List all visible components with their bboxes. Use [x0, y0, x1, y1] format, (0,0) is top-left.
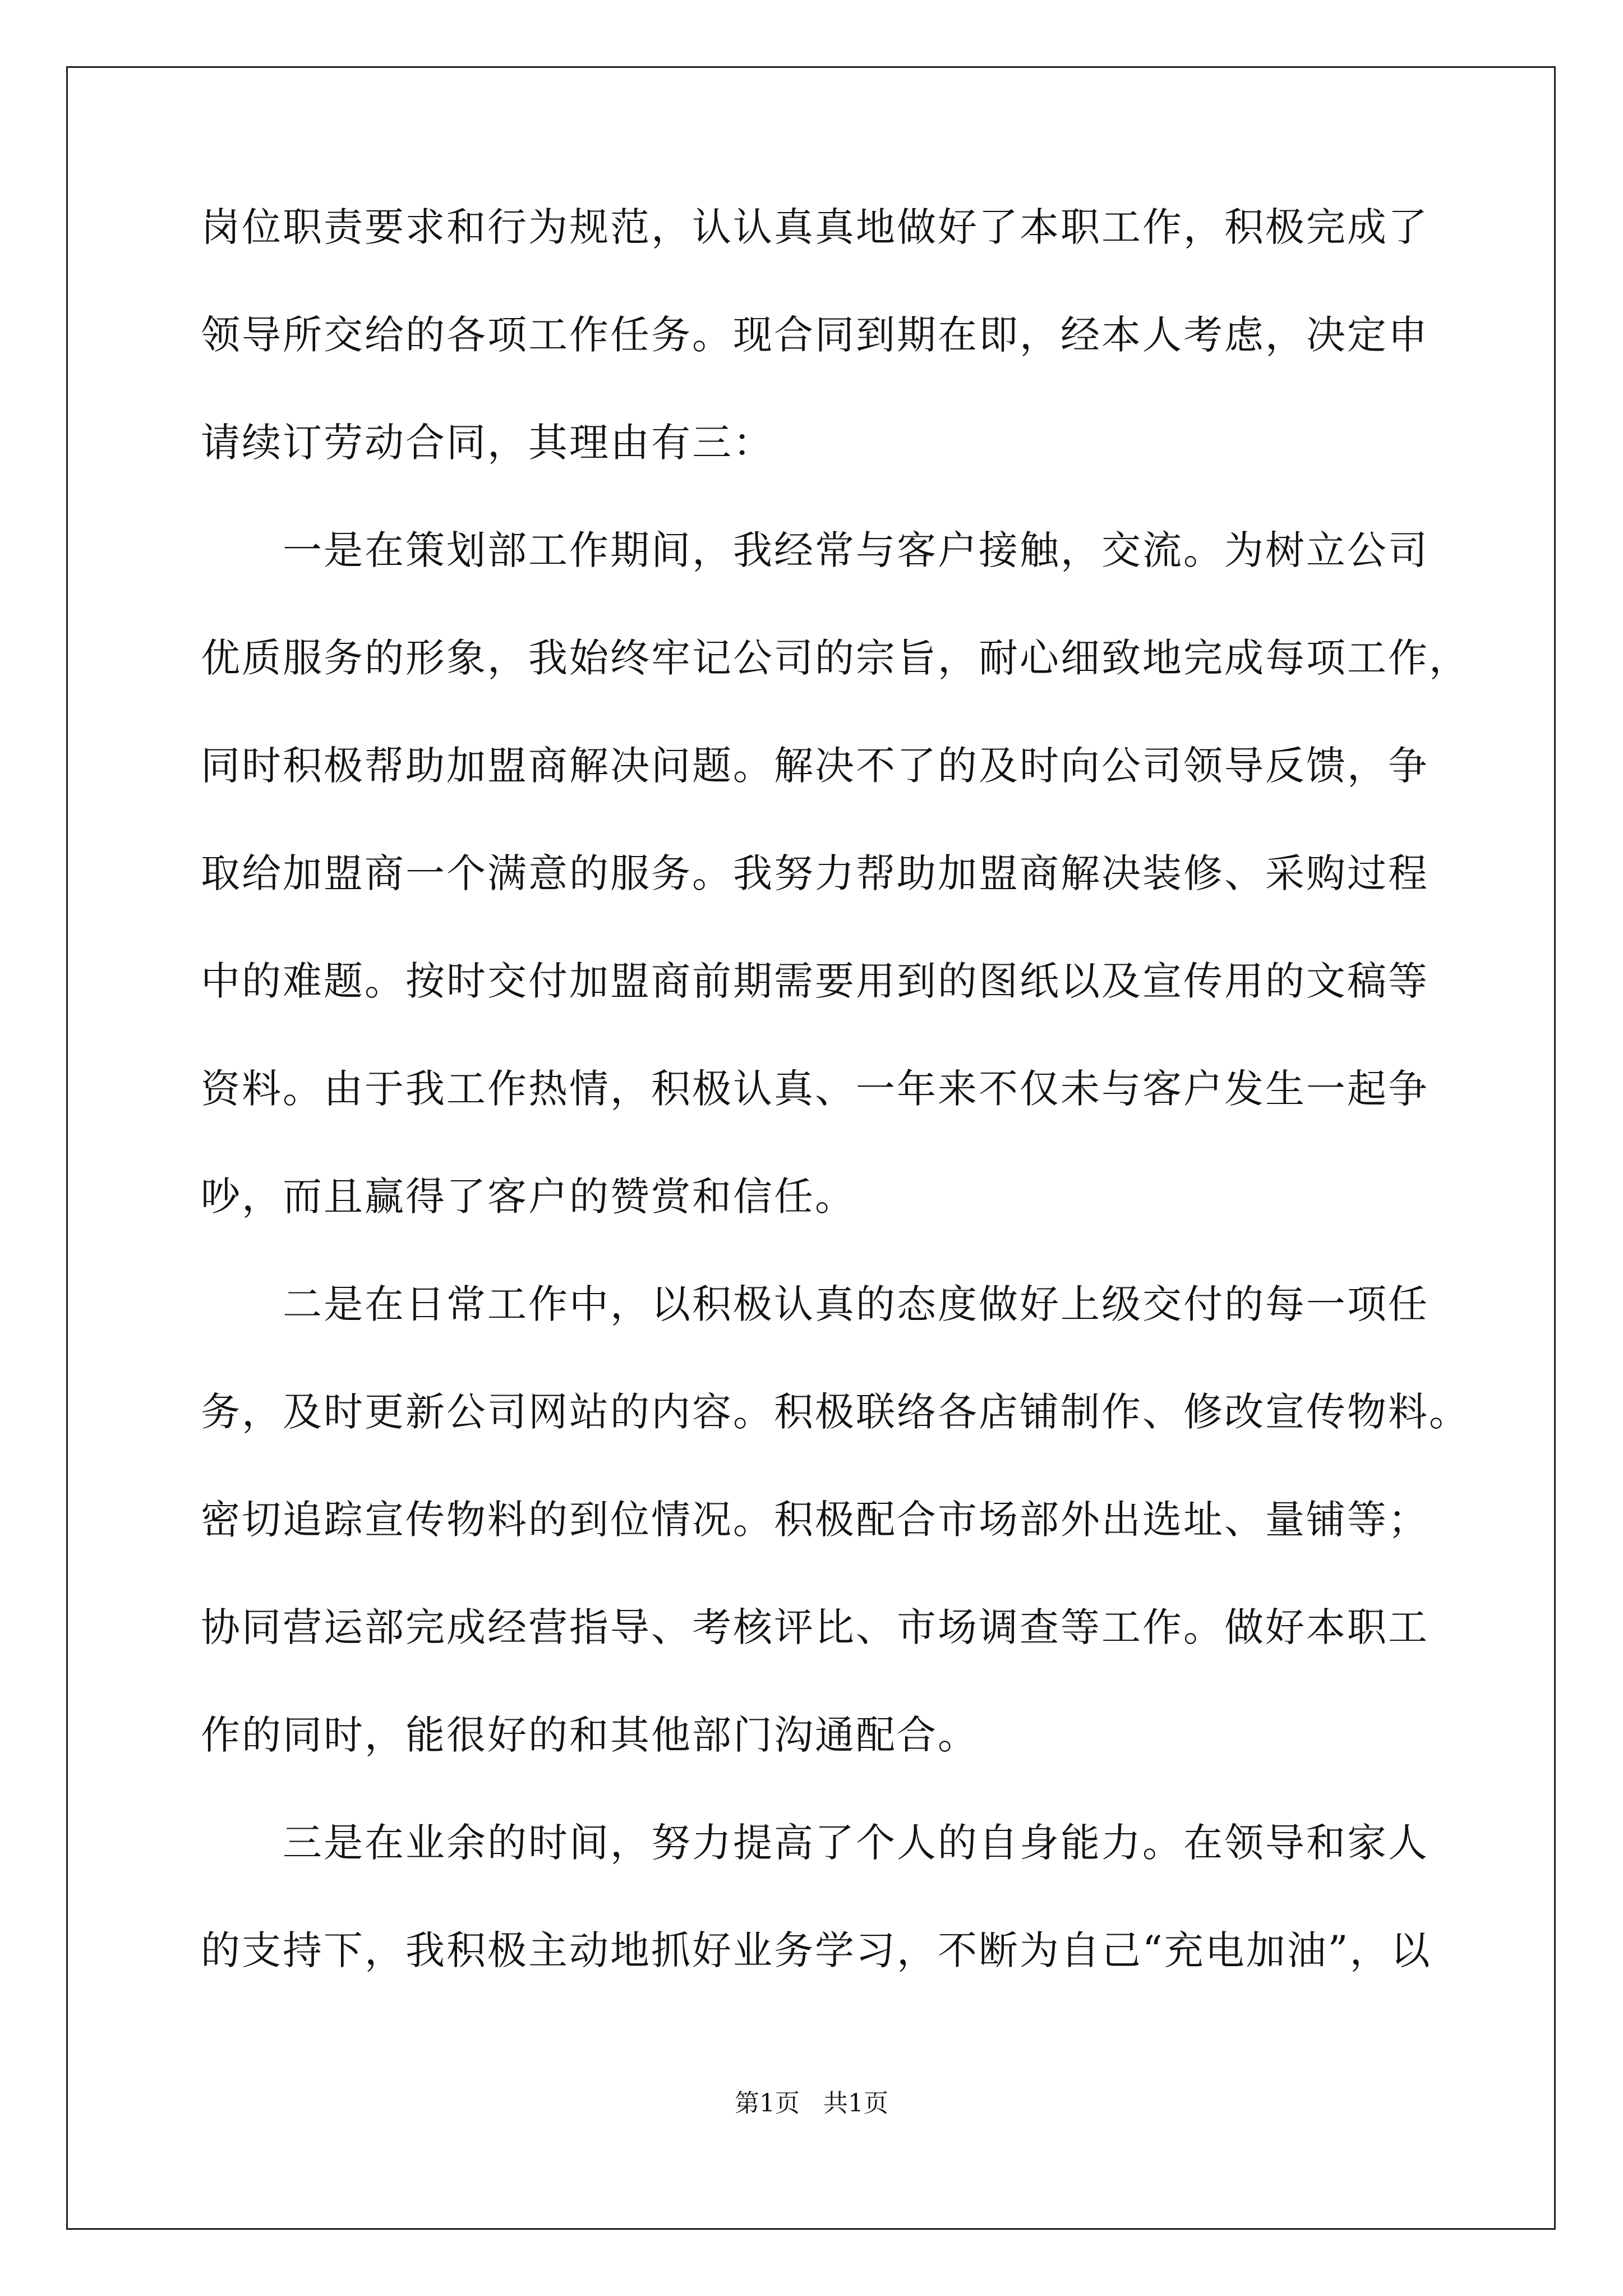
text-line: 协同营运部完成经营指导、考核评比、市场调查等工作。做好本职工	[201, 1604, 1429, 1650]
text-line: 领导所交给的各项工作任务。现合同到期在即，经本人考虑，决定申	[201, 312, 1429, 358]
text-line: 中的难题。按时交付加盟商前期需要用到的图纸以及宣传用的文稿等	[201, 958, 1429, 1004]
page-border	[66, 66, 1556, 2230]
text-line: 请续订劳动合同，其理由有三：	[201, 420, 774, 466]
text-line: 务，及时更新公司网站的内容。积极联络各店铺制作、修改宣传物料。	[201, 1389, 1470, 1435]
text-line: 同时积极帮助加盟商解决问题。解决不了的及时向公司领导反馈，争	[201, 743, 1429, 789]
text-line: 作的同时，能很好的和其他部门沟通配合。	[201, 1712, 979, 1758]
text-line: 资料。由于我工作热情，积极认真、一年来不仅未与客户发生一起争	[201, 1066, 1429, 1112]
text-line: 密切追踪宣传物料的到位情况。积极配合市场部外出选址、量铺等；	[201, 1497, 1429, 1543]
paragraph-start-line: 二是在日常工作中，以积极认真的态度做好上级交付的每一项任	[283, 1281, 1429, 1327]
text-line: 优质服务的形象，我始终牢记公司的宗旨，耐心细致地完成每项工作，	[201, 635, 1470, 681]
paragraph-start-line: 一是在策划部工作期间，我经常与客户接触，交流。为树立公司	[283, 527, 1429, 573]
text-line: 取给加盟商一个满意的服务。我努力帮助加盟商解决装修、采购过程	[201, 850, 1429, 896]
text-line: 岗位职责要求和行为规范，认认真真地做好了本职工作，积极完成了	[201, 204, 1429, 250]
paragraph-start-line: 三是在业余的时间，努力提高了个人的自身能力。在领导和家人	[283, 1820, 1429, 1866]
page-footer: 第1页 共1页	[735, 2089, 888, 2118]
text-line: 吵，而且赢得了客户的赞赏和信任。	[201, 1174, 856, 1220]
text-line: 的支持下，我积极主动地抓好业务学习，不断为自己“充电加油”，以	[201, 1927, 1432, 1973]
